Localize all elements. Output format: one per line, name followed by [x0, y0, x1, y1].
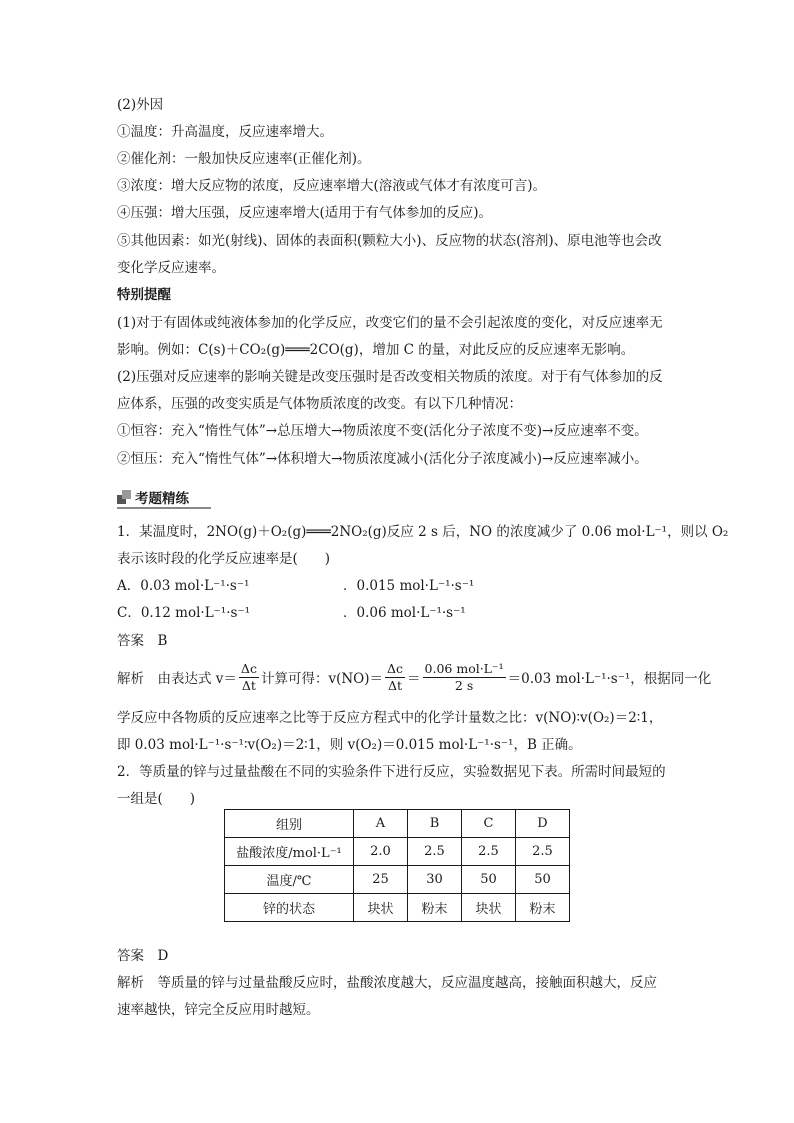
- fraction-numerator: 0.06 mol·L⁻¹: [424, 660, 504, 676]
- fraction-denominator: Δt: [241, 677, 256, 693]
- q1-analysis-line-2: 学反应中各物质的反应速率之比等于反应方程式中的化学计量数之比：v(NO)∶v(O₂)＝2∶1，: [117, 710, 663, 726]
- factor-catalyst: ②催化剂：一般加快反应速率(正催化剂)。: [117, 151, 371, 167]
- table-cell: 2.5: [408, 838, 462, 866]
- q1-line-1: 1．某温度时，2NO(g)＋O₂(g)═══2NO₂(g)反应 2 s 后，NO 的浓度减少了 0.06 mol·L⁻¹，则以 O₂: [117, 524, 729, 540]
- analysis-lead: 解析 由表达式 v＝: [117, 671, 237, 687]
- table-cell: 温度/℃: [225, 866, 354, 894]
- factor-other-cont: 变化学反应速率。: [117, 260, 225, 276]
- table-cell: 盐酸浓度/mol·L⁻¹: [225, 838, 354, 866]
- q1-option-b: ．0.015 mol·L⁻¹·s⁻¹: [343, 578, 475, 594]
- table-row: [225, 866, 570, 894]
- experiment-table: [224, 809, 570, 922]
- table-cell: C: [462, 810, 516, 838]
- table-cell: 30: [408, 866, 462, 894]
- fraction-denominator: 2 s: [454, 677, 474, 693]
- tip-line-6: ②恒压：充入“惰性气体”→体积增大→物质浓度减小(活化分子浓度减小)→反应速率减小。: [117, 451, 648, 467]
- table-cell: 2.5: [462, 838, 516, 866]
- analysis-equals: ＝: [407, 671, 421, 687]
- table-cell: 块状: [354, 894, 408, 922]
- fraction-delta-c-delta-t: [239, 661, 259, 694]
- tip-line-4: 应体系，压强的改变实质是气体物质浓度的改变。有以下几种情况：: [117, 396, 522, 412]
- fraction-denominator: Δt: [387, 677, 403, 693]
- q1-answer: 答案 B: [117, 633, 168, 649]
- fraction-numerator: Δc: [240, 660, 257, 676]
- tip-heading: 特别提醒: [117, 287, 171, 303]
- table-cell: 粉末: [408, 894, 462, 922]
- table-row: [225, 894, 570, 922]
- table-cell: 锌的状态: [225, 894, 354, 922]
- q1-line-2: 表示该时段的化学反应速率是( ): [117, 551, 331, 567]
- section-header: [117, 487, 189, 507]
- tip-line-5: ①恒容：充入“惰性气体”→总压增大→物质浓度不变(活化分子浓度不变)→反应速率不变。: [117, 423, 648, 439]
- q1-option-a: A．0.03 mol·L⁻¹·s⁻¹: [117, 578, 250, 594]
- table-cell: 粉末: [516, 894, 570, 922]
- q2-answer: 答案 D: [117, 948, 169, 964]
- fraction-numerator: Δc: [387, 660, 404, 676]
- q1-analysis-formula: [117, 655, 711, 699]
- tip-line-2: 影响。例如：C(s)＋CO₂(g)═══2CO(g)，增加 C 的量，对此反应的反应速率无影响。: [117, 342, 635, 358]
- section-divider: [117, 507, 211, 509]
- table-row: [225, 810, 570, 838]
- table-cell: A: [354, 810, 408, 838]
- external-factors-heading: (2)外因: [117, 97, 164, 113]
- q2-line-2: 一组是( ): [117, 791, 196, 807]
- table-cell: 50: [462, 866, 516, 894]
- q2-analysis-line-1: 解析 等质量的锌与过量盐酸反应时，盐酸浓度越大，反应温度越高，接触面积越大，反应: [117, 975, 657, 991]
- q2-analysis-line-2: 速率越快，锌完全反应用时越短。: [117, 1002, 320, 1018]
- table-cell: 2.0: [354, 838, 408, 866]
- factor-other: ⑤其他因素：如光(射线)、固体的表面积(颗粒大小)、反应物的状态(溶剂)、原电池等也会改: [117, 233, 662, 249]
- section-title: 考题精练: [135, 491, 189, 507]
- fraction-concentration-time: [423, 661, 506, 694]
- fraction-delta-c-delta-t-2: [385, 661, 405, 694]
- table-cell: 25: [354, 866, 408, 894]
- table-cell: 块状: [462, 894, 516, 922]
- table-cell: 组别: [225, 810, 354, 838]
- q1-analysis-line-3: 即 0.03 mol·L⁻¹·s⁻¹∶v(O₂)＝2∶1，则 v(O₂)＝0.015 mol·L⁻¹·s⁻¹，B 正确。: [117, 737, 582, 753]
- analysis-mid: 计算可得：v(NO)＝: [260, 671, 383, 687]
- factor-temperature: ①温度：升高温度，反应速率增大。: [117, 124, 333, 140]
- table-cell: 2.5: [516, 838, 570, 866]
- q1-option-c: C．0.12 mol·L⁻¹·s⁻¹: [117, 605, 250, 621]
- q1-option-d: ．0.06 mol·L⁻¹·s⁻¹: [343, 605, 466, 621]
- table-cell: D: [516, 810, 570, 838]
- tip-line-1: (1)对于有固体或纯液体参加的化学反应，改变它们的量不会引起浓度的变化，对反应速率无: [117, 315, 663, 331]
- table-cell: B: [408, 810, 462, 838]
- analysis-tail: ＝0.03 mol·L⁻¹·s⁻¹，根据同一化: [507, 671, 712, 687]
- table-row: [225, 838, 570, 866]
- q2-line-1: 2．等质量的锌与过量盐酸在不同的实验条件下进行反应，实验数据见下表。所需时间最短的: [117, 764, 666, 780]
- factor-pressure: ④压强：增大压强，反应速率增大(适用于有气体参加的反应)。: [117, 205, 493, 221]
- section-square-icon: [117, 490, 131, 504]
- factor-concentration: ③浓度：增大反应物的浓度，反应速率增大(溶液或气体才有浓度可言)。: [117, 178, 547, 194]
- table-cell: 50: [516, 866, 570, 894]
- tip-line-3: (2)压强对反应速率的影响关键是改变压强时是否改变相关物质的浓度。对于有气体参加的反: [117, 369, 663, 385]
